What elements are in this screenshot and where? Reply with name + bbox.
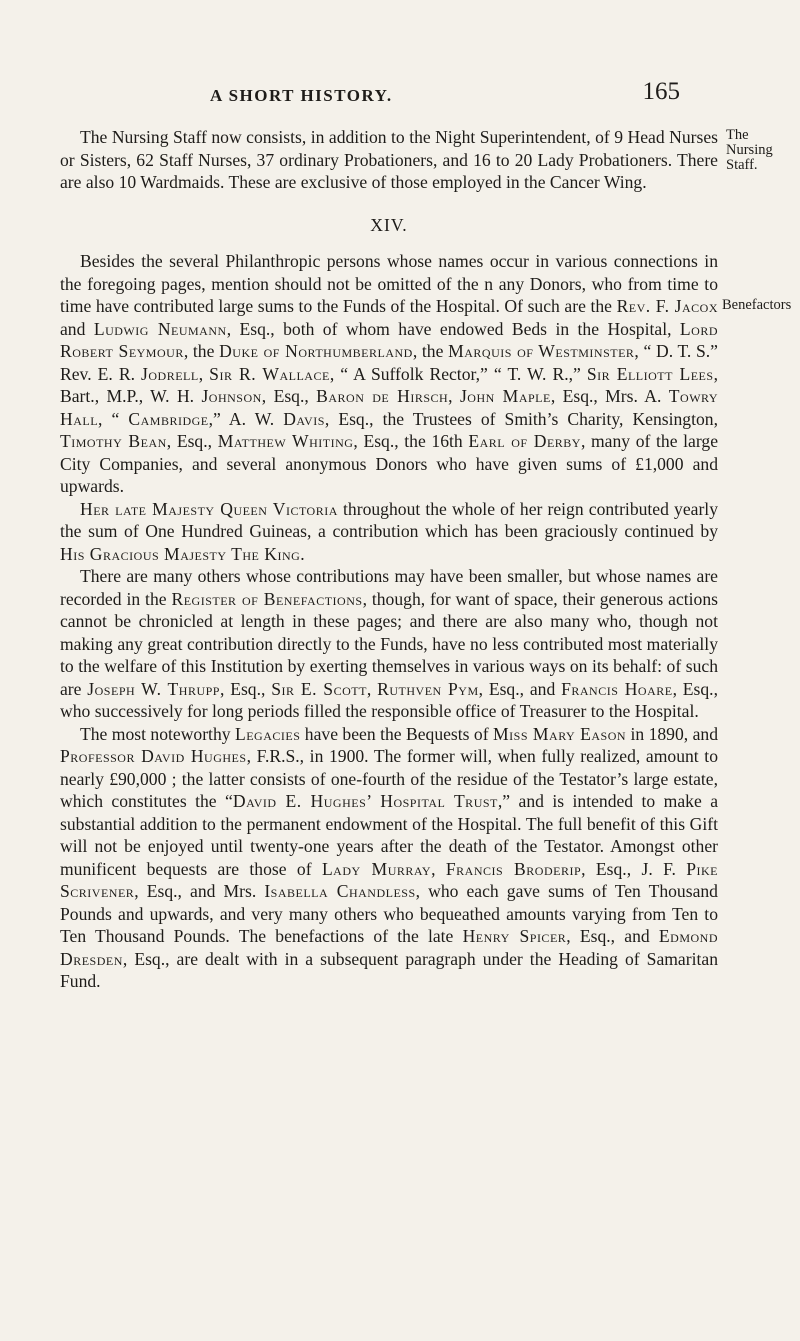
donor-name: Lord Robert Seymour [60,318,718,361]
donor-name: Johnson [201,386,262,406]
legacies-term: Legacies [234,723,301,744]
bequest-name: Pike Scrivener [60,858,719,901]
margin-note-nursing-staff: The Nursing Staff. [726,127,773,173]
donor-name: Timothy Bean [60,431,167,451]
bequest-name: Edmond Dresden [60,926,718,969]
bequest-name: Lady Murray [321,858,432,879]
running-head: A SHORT HISTORY. [210,86,393,105]
donor-name: Cambridge [128,408,209,429]
paragraph-donors: Besides the several Philanthropic persons whose names occur in various connections in the foregoing pages, mention should not be omitted of the n any Donors, who from time to time have contributed large sums to the Funds of the Hospital. Of such are the Rev. F. Jacox and Ludwig Neumann, Esq., both of whom have endowed Beds in the Hospital, Lord Robert Seymour, the Duke of Northumberland, the Marquis of Westminster, “ D. T. S.” Rev. E. R. Jodrell, Sir R. Wallace, “ A Suffolk Rector,” “ T. W. R.,” Sir Elliott Lees, Bart., M.P., W. H. Johnson, Esq., Baron de Hirsch, John Maple, Esq., Mrs. A. Towry Hall, “ Cambridge,” A. W. Davis, Esq., the Trustees of Smith’s Charity, Kensington, Timothy Bean, Esq., Matthew Whiting, Esq., the 16th Earl of Derby, many of the large City Companies, and several anonymous Donors who have given sums of £1,000 and upwards. [60,251,719,496]
treasurer-name: Francis Hoare [561,678,673,699]
bequest-name: Isabella Chandless [264,881,416,901]
bequest-name: Henry Spicer [462,926,567,946]
donor-name: Duke of Northumberland [219,341,413,361]
treasurer-name: Sir E. Scott [271,678,367,699]
paragraph-legacies: The most noteworthy Legacies have been the Bequests of Miss Mary Eason in 1890, and Professor David Hughes, F.R.S., in 1900. The former will, when fully realized, amount to nearly £90,000 ; the latter consists of one-fourth of the residue of the Testator’s large estate, which constitutes the “David E. Hughes’ Hospital Trust,” and is intended to make a substantial addition to the permanent endowment of the Hospital. The full benefit of this Gift will not be enjoyed until twenty-one years after the death of the Testator. Amongst other munificent bequests are those of Lady Murray, Francis Broderip, Esq., J. F. Pike Scrivener, Esq., and Mrs. Isabella Chandless, who each gave sums of Ten Thousand Pounds and upwards, and very many others who bequeathed amounts varying from Ten to Ten Thousand Pounds. The benefactions of the late Henry Spicer, Esq., and Edmond Dresden, Esq., are dealt with in a subsequent paragraph under the Heading of Samaritan Fund. [60,723,719,991]
paragraph-nursing-staff: The Nursing Staff now consists, in addition to the Night Superintendent, of 9 Head Nurses or Sisters, 62 Staff Nurses, 37 ordinary Probationers, and 16 to 20 Lady Probationers. There are also 10 Wardmaids. These are exclusive of those employed in the Cancer Wing. [60,127,718,192]
bequest-name: Professor David Hughes [60,746,247,766]
donor-name: Sir Elliott Lees [586,363,714,384]
paragraph-other-contributors: There are many others whose contributions may have been smaller, but whose names are recorded in the Register of Benefactions, though, for want of space, their generous actions cannot be chronicled at length in these pages; and there are also many who, though not making any great contribution directly to the Funds, have no less contributed most materially to the welfare of this Institution by exerting themselves in various ways on its behalf: of such are Joseph W. Thrupp, Esq., Sir E. Scott, Ruthven Pym, Esq., and Francis Hoare, Esq., who successively for long periods filled the responsible office of Treasurer to the Hospital. [60,566,718,721]
donor-name: Davis [283,408,325,429]
treasurer-name: Joseph W. Thrupp [87,678,220,699]
donor-name: Baron de Hirsch [316,386,449,406]
donor-name: Earl of Derby [468,431,581,451]
royal-name: His Gracious Majesty The King [60,543,301,564]
bequest-name: Francis Broderip [445,858,582,879]
donor-name: Rev. F. Jacox [616,296,718,316]
donor-name: Jodrell [141,363,199,384]
section-numeral: XIV. [370,214,408,235]
page-header [60,78,680,108]
royal-name: Her late Majesty Queen Victoria [80,498,338,519]
margin-note-benefactors: Benefactors [722,297,792,313]
page-number: 165 [642,78,680,105]
donor-name: Matthew Whiting [217,431,354,451]
donor-name: John Maple [459,386,551,406]
donor-name: Marquis of Westminster [448,341,635,361]
body-text [60,126,718,993]
trust-name: David E. Hughes’ Hospital Trust [232,791,498,811]
donor-name: Sir R. Wallace [209,363,330,384]
treasurer-name: Ruthven Pym [377,678,479,699]
register-name: Register of Benefactions [171,588,363,609]
donor-name: Ludwig Neumann [93,318,227,339]
paragraph-royal-contribution: Her late Majesty Queen Victoria throughout the whole of her reign contributed yearly the sum of One Hundred Guineas, a contribution which has been graciously continued by His Gracious Majesty The King. [60,498,718,564]
bequest-name: Miss Mary Eason [493,723,627,744]
donor-name: Towry Hall [60,386,719,429]
